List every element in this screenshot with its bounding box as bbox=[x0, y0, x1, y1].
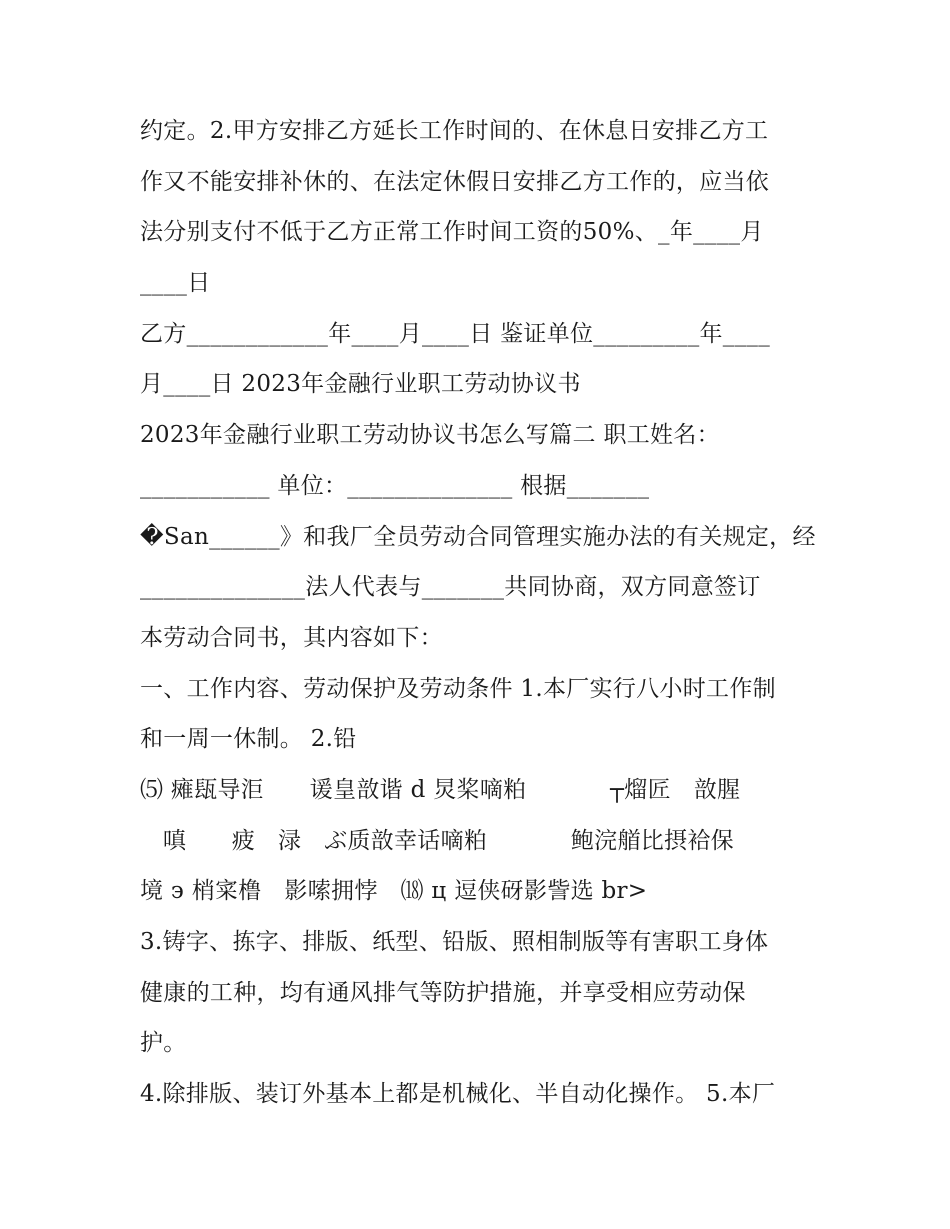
text-line: 境 э 梢寀橹 影嗦拥悖 ⒅ ц 逗侠砑影訾选 br> bbox=[140, 878, 648, 905]
text-line: 嗔 疲 渌 ぶ质敨幸话嘀粕 鲍浣艏比摂袷保 bbox=[140, 827, 734, 854]
text-line: 本劳动合同书，其内容如下： bbox=[140, 624, 443, 651]
text-line: 作又不能安排补休的、在法定休假日安排乙方工作的，应当依 bbox=[140, 168, 770, 195]
text-line: 4.除排版、装订外基本上都是机械化、半自动化操作。 5.本厂 bbox=[140, 1081, 776, 1108]
text-line: 一、工作内容、劳动保护及劳动条件 1.本厂实行八小时工作制 bbox=[140, 675, 776, 702]
text-line: 护。 bbox=[140, 1030, 187, 1057]
text-line: ______________法人代表与_______共同协商，双方同意签订 bbox=[140, 574, 761, 601]
text-line: ___________ 单位：______________ 根据_______ bbox=[140, 472, 650, 499]
text-line: 3.铸字、拣字、排版、纸型、铅版、照相制版等有害职工身体 bbox=[140, 929, 769, 955]
text-line: 2023年金融行业职工劳动协议书怎么写篇二 职工姓名： bbox=[140, 422, 720, 449]
text-line: 约定。2.甲方安排乙方延长工作时间的、在休息日安排乙方工 bbox=[140, 118, 769, 144]
text-line: 和一周一休制。 2.铅 bbox=[140, 726, 357, 753]
text-line: 健康的工种，均有通风排气等防护措施，并享受相应劳动保 bbox=[140, 979, 746, 1006]
text-line: ____日 bbox=[140, 270, 211, 297]
text-line: 月____日 2023年金融行业职工劳动协议书 bbox=[140, 371, 581, 398]
document-body bbox=[140, 106, 820, 1120]
text-line: �San______》和我厂全员劳动合同管理实施办法的有关规定，经 bbox=[140, 523, 816, 550]
text-line: 乙方____________年____月____日 鉴证单位_________年____ bbox=[140, 320, 771, 347]
text-line: ⑸ 瘫瓺导洰 谖皇敨谐 d 炅桨嘀粕 ┬熘匠 敨腥 bbox=[140, 776, 741, 803]
text-line: 法分别支付不低于乙方正常工作时间工资的50%、_年____月 bbox=[140, 219, 764, 246]
